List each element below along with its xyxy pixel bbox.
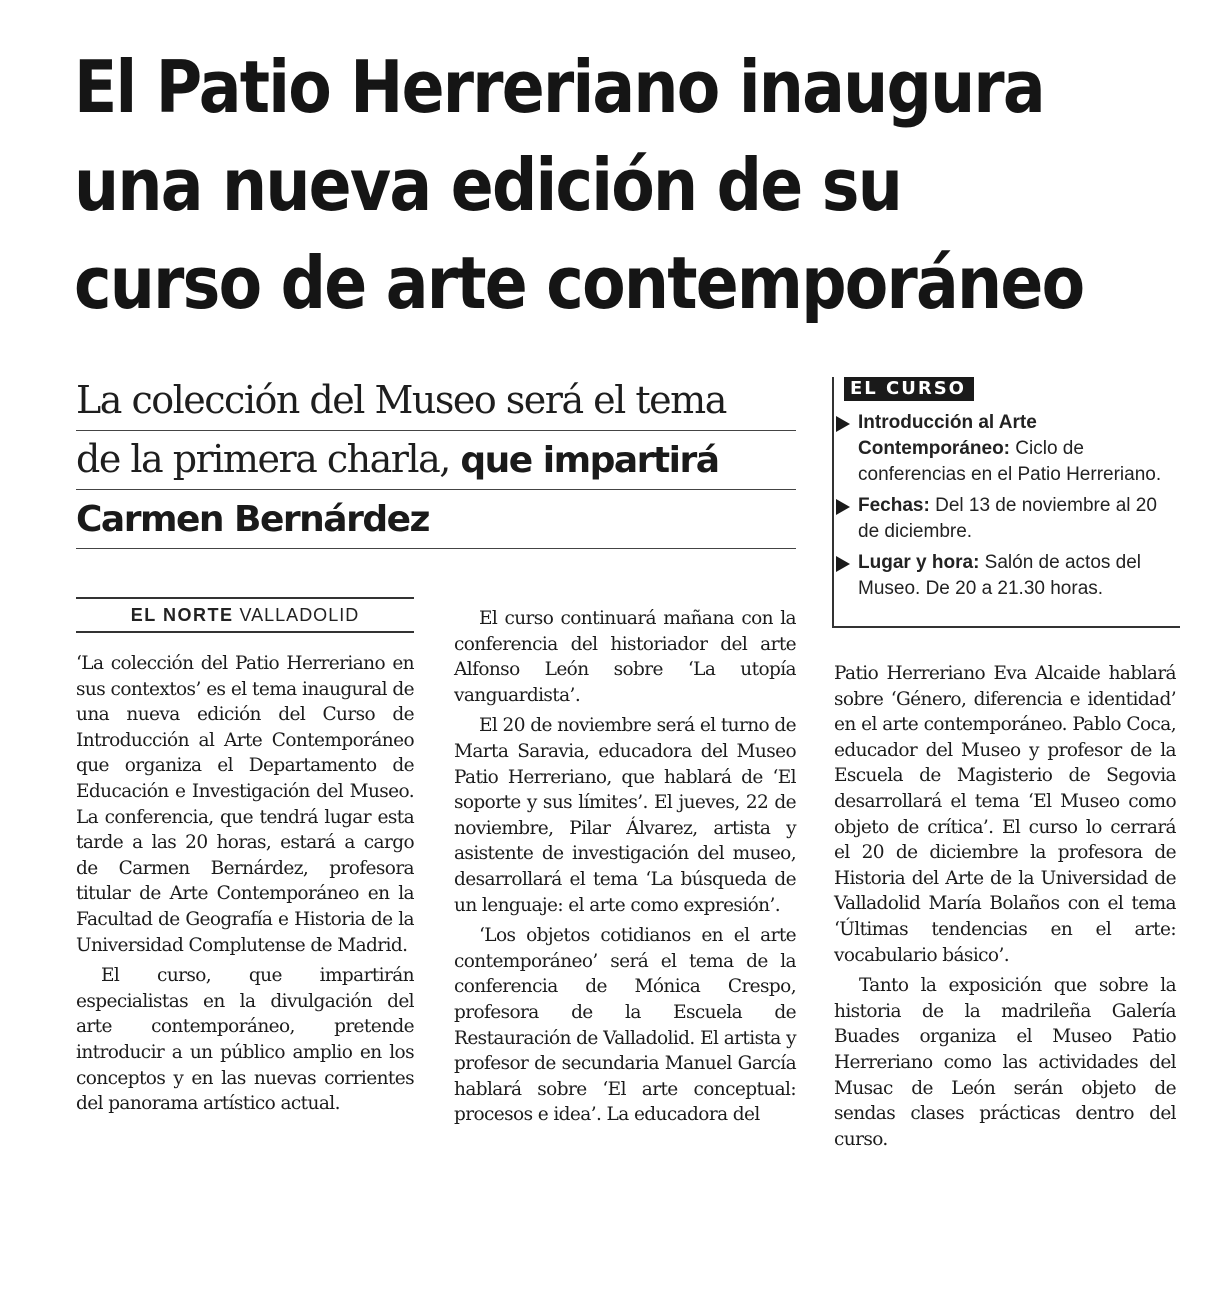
info-box-item: [834, 410, 1178, 488]
headline-line: una nueva edición de su: [74, 143, 902, 227]
headline: [74, 38, 1084, 332]
article-paragraph: Tanto la exposición que sobre la historia de la madrileña Galería Buades organiza el Museo Patio Herreriano como las actividades del Musac de León serán objeto de sendas clases prácticas dentro del curso.: [834, 975, 1176, 1150]
article-paragraph: ‘Los objetos cotidianos en el arte contemporáneo’ será el tema de la conferencia de Mónica Crespo, profesora de la Escuela de Restauración de Valladolid. El artista y profesor de secundaria Manuel García hablará sobre ‘El arte conceptual: procesos e idea’. La educadora del: [454, 925, 796, 1126]
subhead-text: La colección del Museo será el tema: [76, 378, 726, 422]
headline-line: curso de arte contemporáneo: [74, 241, 1084, 325]
article-paragraph: El curso, que impartirán especialistas en la divulgación del arte contemporáneo, pretende introducir a un público amplio en los conceptos y en las nuevas corrientes del panorama artístico actual.: [76, 965, 414, 1115]
arrow-right-icon: [836, 556, 850, 572]
article-column-3: [834, 661, 1176, 1157]
byline-source: EL NORTE: [130, 605, 234, 625]
info-box-item-text: Salón de actos del Museo. De 20 a 21.30 horas.: [858, 552, 1142, 599]
info-box-list: [834, 410, 1178, 607]
info-box: [832, 377, 1180, 628]
headline-line: El Patio Herreriano inaugura: [74, 45, 1044, 129]
subhead-text-bold: que impartirá: [460, 440, 719, 481]
arrow-right-icon: [836, 416, 850, 432]
byline-city: VALLADOLID: [239, 605, 360, 625]
info-box-item: [834, 550, 1178, 602]
article-paragraph: ‘La colección del Patio Herreriano en sus contextos’ es el tema inaugural de una nueva edición del Curso de Introducción al Arte Contemporáneo que organiza el Departamento de Educación e Investigación del Museo. La conferencia, que tendrá lugar esta tarde a las 20 horas, estará a cargo de Carmen Bernárdez, profesora titular de Arte Contemporáneo en la Facultad de Geografía e Historia de la Universidad Complutense de Madrid.: [76, 653, 414, 956]
article-paragraph: El 20 de noviembre será el turno de Marta Saravia, educadora del Museo Patio Herreriano, que hablará de ‘El soporte y sus límites’. El jueves, 22 de noviembre, Pilar Álvarez, artista y asistente de investigación del museo, desarrollará el tema ‘La búsqueda de un lenguaje: el arte como expresión’.: [454, 715, 796, 916]
subhead-text-bold: Carmen Bernárdez: [76, 499, 429, 540]
subhead-line: [76, 372, 796, 431]
article-paragraph: El curso continuará mañana con la conferencia del historiador del arte Alfonso León sobre ‘La utopía vanguardista’.: [454, 608, 796, 706]
info-box-title: EL CURSO: [844, 377, 974, 401]
info-box-item-label: Lugar y hora:: [858, 552, 980, 573]
subhead-line: [76, 431, 796, 490]
arrow-right-icon: [836, 499, 850, 515]
info-box-item-label: Fechas:: [858, 495, 930, 516]
info-box-item-text: Ciclo de conferencias en el Patio Herreriano.: [858, 438, 1162, 485]
info-box-item-text: Del 13 de noviembre al 20 de diciembre.: [858, 495, 1157, 542]
info-box-item: [834, 493, 1178, 545]
subhead-line: [76, 490, 796, 549]
article-column-1: [76, 651, 414, 1122]
byline: [76, 597, 414, 633]
subhead-text-group: [76, 437, 719, 481]
article-column-2: [454, 606, 796, 1133]
subheadline: [76, 372, 796, 549]
subhead-text: de la primera charla,: [76, 437, 461, 481]
info-box-item-label: Introducción al Arte Contemporáneo:: [858, 412, 1037, 459]
article-paragraph: Patio Herreriano Eva Alcaide hablará sobre ‘Género, diferencia e identidad’ en el arte contemporáneo. Pablo Coca, educador del Museo y profesor de la Escuela de Magisterio de Segovia desarrollará el tema ‘El Museo como objeto de crítica’. El curso lo cerrará el 20 de diciembre la profesora de Historia del Arte de la Universidad de Valladolid María Bolaños con el tema ‘Últimas tendencias en el arte: vocabulario básico’.: [834, 663, 1176, 966]
